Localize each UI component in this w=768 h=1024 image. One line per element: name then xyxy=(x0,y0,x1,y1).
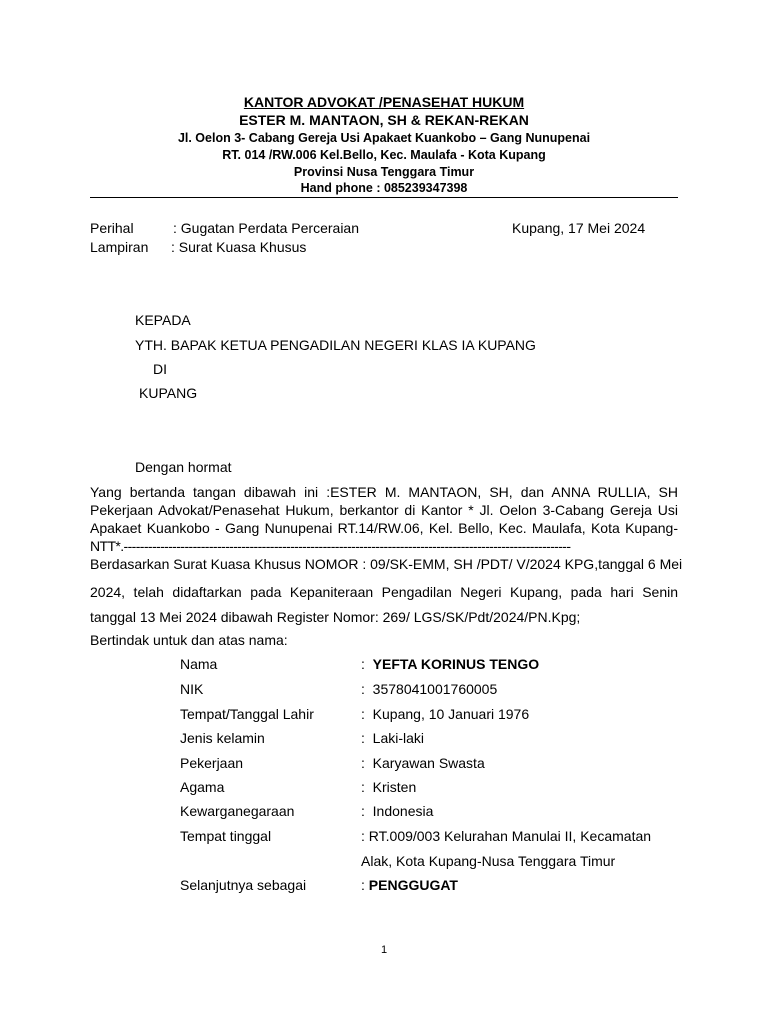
paragraph-2-line-3: tanggal 13 Mei 2024 dibawah Register Nomor: 269/ LGS/SK/Pdt/2024/PN.Kpg; xyxy=(90,609,581,625)
nik-label: NIK xyxy=(180,681,204,697)
paragraph-1-line-4: NTT*.-------------------------------------------------------------------------------------------------------------- xyxy=(90,538,571,554)
jenis-kelamin-label: Jenis kelamin xyxy=(180,730,265,746)
kewarganegaraan-value: : Indonesia xyxy=(361,803,434,819)
paragraph-1-line-1: Yang bertanda tangan dibawah ini :ESTER M. MANTAON, SH, dan ANNA RULLIA, SH xyxy=(90,484,678,500)
recipient-di: DI xyxy=(153,361,167,377)
nama-label: Nama xyxy=(180,656,218,672)
ttl-label: Tempat/Tanggal Lahir xyxy=(180,706,314,722)
pekerjaan-label: Pekerjaan xyxy=(180,755,244,771)
jenis-kelamin-value: : Laki-laki xyxy=(361,730,425,746)
province-line: Provinsi Nusa Tenggara Timur xyxy=(293,165,475,179)
nik-value: : 3578041001760005 xyxy=(361,681,498,697)
paragraph-2-line-1: Berdasarkan Surat Kuasa Khusus NOMOR : 09/SK-EMM, SH /PDT/ V/2024 KPG,tanggal 6 Mei xyxy=(90,556,683,572)
selanjutnya-label: Selanjutnya sebagai xyxy=(180,877,307,893)
perihal-value: : Gugatan Perdata Perceraian xyxy=(173,220,360,236)
tempat-tinggal-value-line-2: Alak, Kota Kupang-Nusa Tenggara Timur xyxy=(361,853,616,869)
perihal-label: Perihal xyxy=(90,220,134,236)
agama-label: Agama xyxy=(180,779,225,795)
address-line-2: RT. 014 /RW.006 Kel.Bello, Kec. Maulafa - Kota Kupang xyxy=(222,148,546,162)
lampiran-label: Lampiran xyxy=(90,239,149,255)
address-line-1: Jl. Oelon 3- Cabang Gereja Usi Apakaet Kuankobo – Gang Nunupenai xyxy=(177,131,591,145)
office-title: KANTOR ADVOKAT /PENASEHAT HUKUM xyxy=(243,94,525,110)
tempat-tinggal-value-line-1: : RT.009/003 Kelurahan Manulai II, Kecamatan xyxy=(361,828,652,844)
kewarganegaraan-label: Kewarganegaraan xyxy=(180,803,295,819)
nama-value: : YEFTA KORINUS TENGO xyxy=(361,656,540,672)
paragraph-2-line-2: 2024, telah didaftarkan pada Kepaniteraan Pengadilan Negeri Kupang, pada hari Senin xyxy=(90,584,678,600)
selanjutnya-value: : PENGGUGAT xyxy=(361,877,458,893)
greeting: Dengan hormat xyxy=(135,459,232,475)
tempat-tinggal-label: Tempat tinggal xyxy=(180,828,272,844)
lampiran-value: : Surat Kuasa Khusus xyxy=(171,239,307,255)
page-number: 1 xyxy=(380,944,388,956)
paragraph-3: Bertindak untuk dan atas nama: xyxy=(90,632,288,648)
recipient-city: KUPANG xyxy=(139,385,198,401)
header-divider xyxy=(90,197,678,198)
letter-date: Kupang, 17 Mei 2024 xyxy=(512,220,646,236)
firm-names: ESTER M. MANTAON, SH & REKAN-REKAN xyxy=(239,112,529,128)
phone-line: Hand phone : 085239347398 xyxy=(300,181,468,195)
recipient-kepada: KEPADA xyxy=(135,312,191,328)
ttl-value: : Kupang, 10 Januari 1976 xyxy=(361,706,530,722)
paragraph-1-line-2: Pekerjaan Advokat/Penasehat Hukum, berkantor di Kantor * Jl. Oelon 3-Cabang Gereja Usi xyxy=(90,502,678,518)
agama-value: : Kristen xyxy=(361,779,417,795)
pekerjaan-value: : Karyawan Swasta xyxy=(361,755,485,771)
recipient-title: YTH. BAPAK KETUA PENGADILAN NEGERI KLAS IA KUPANG xyxy=(135,337,536,353)
paragraph-1-line-3: Apakaet Kuankobo - Gang Nunupenai RT.14/RW.06, Kel. Bello, Kec. Maulafa, Kota Kupang- xyxy=(90,520,678,536)
